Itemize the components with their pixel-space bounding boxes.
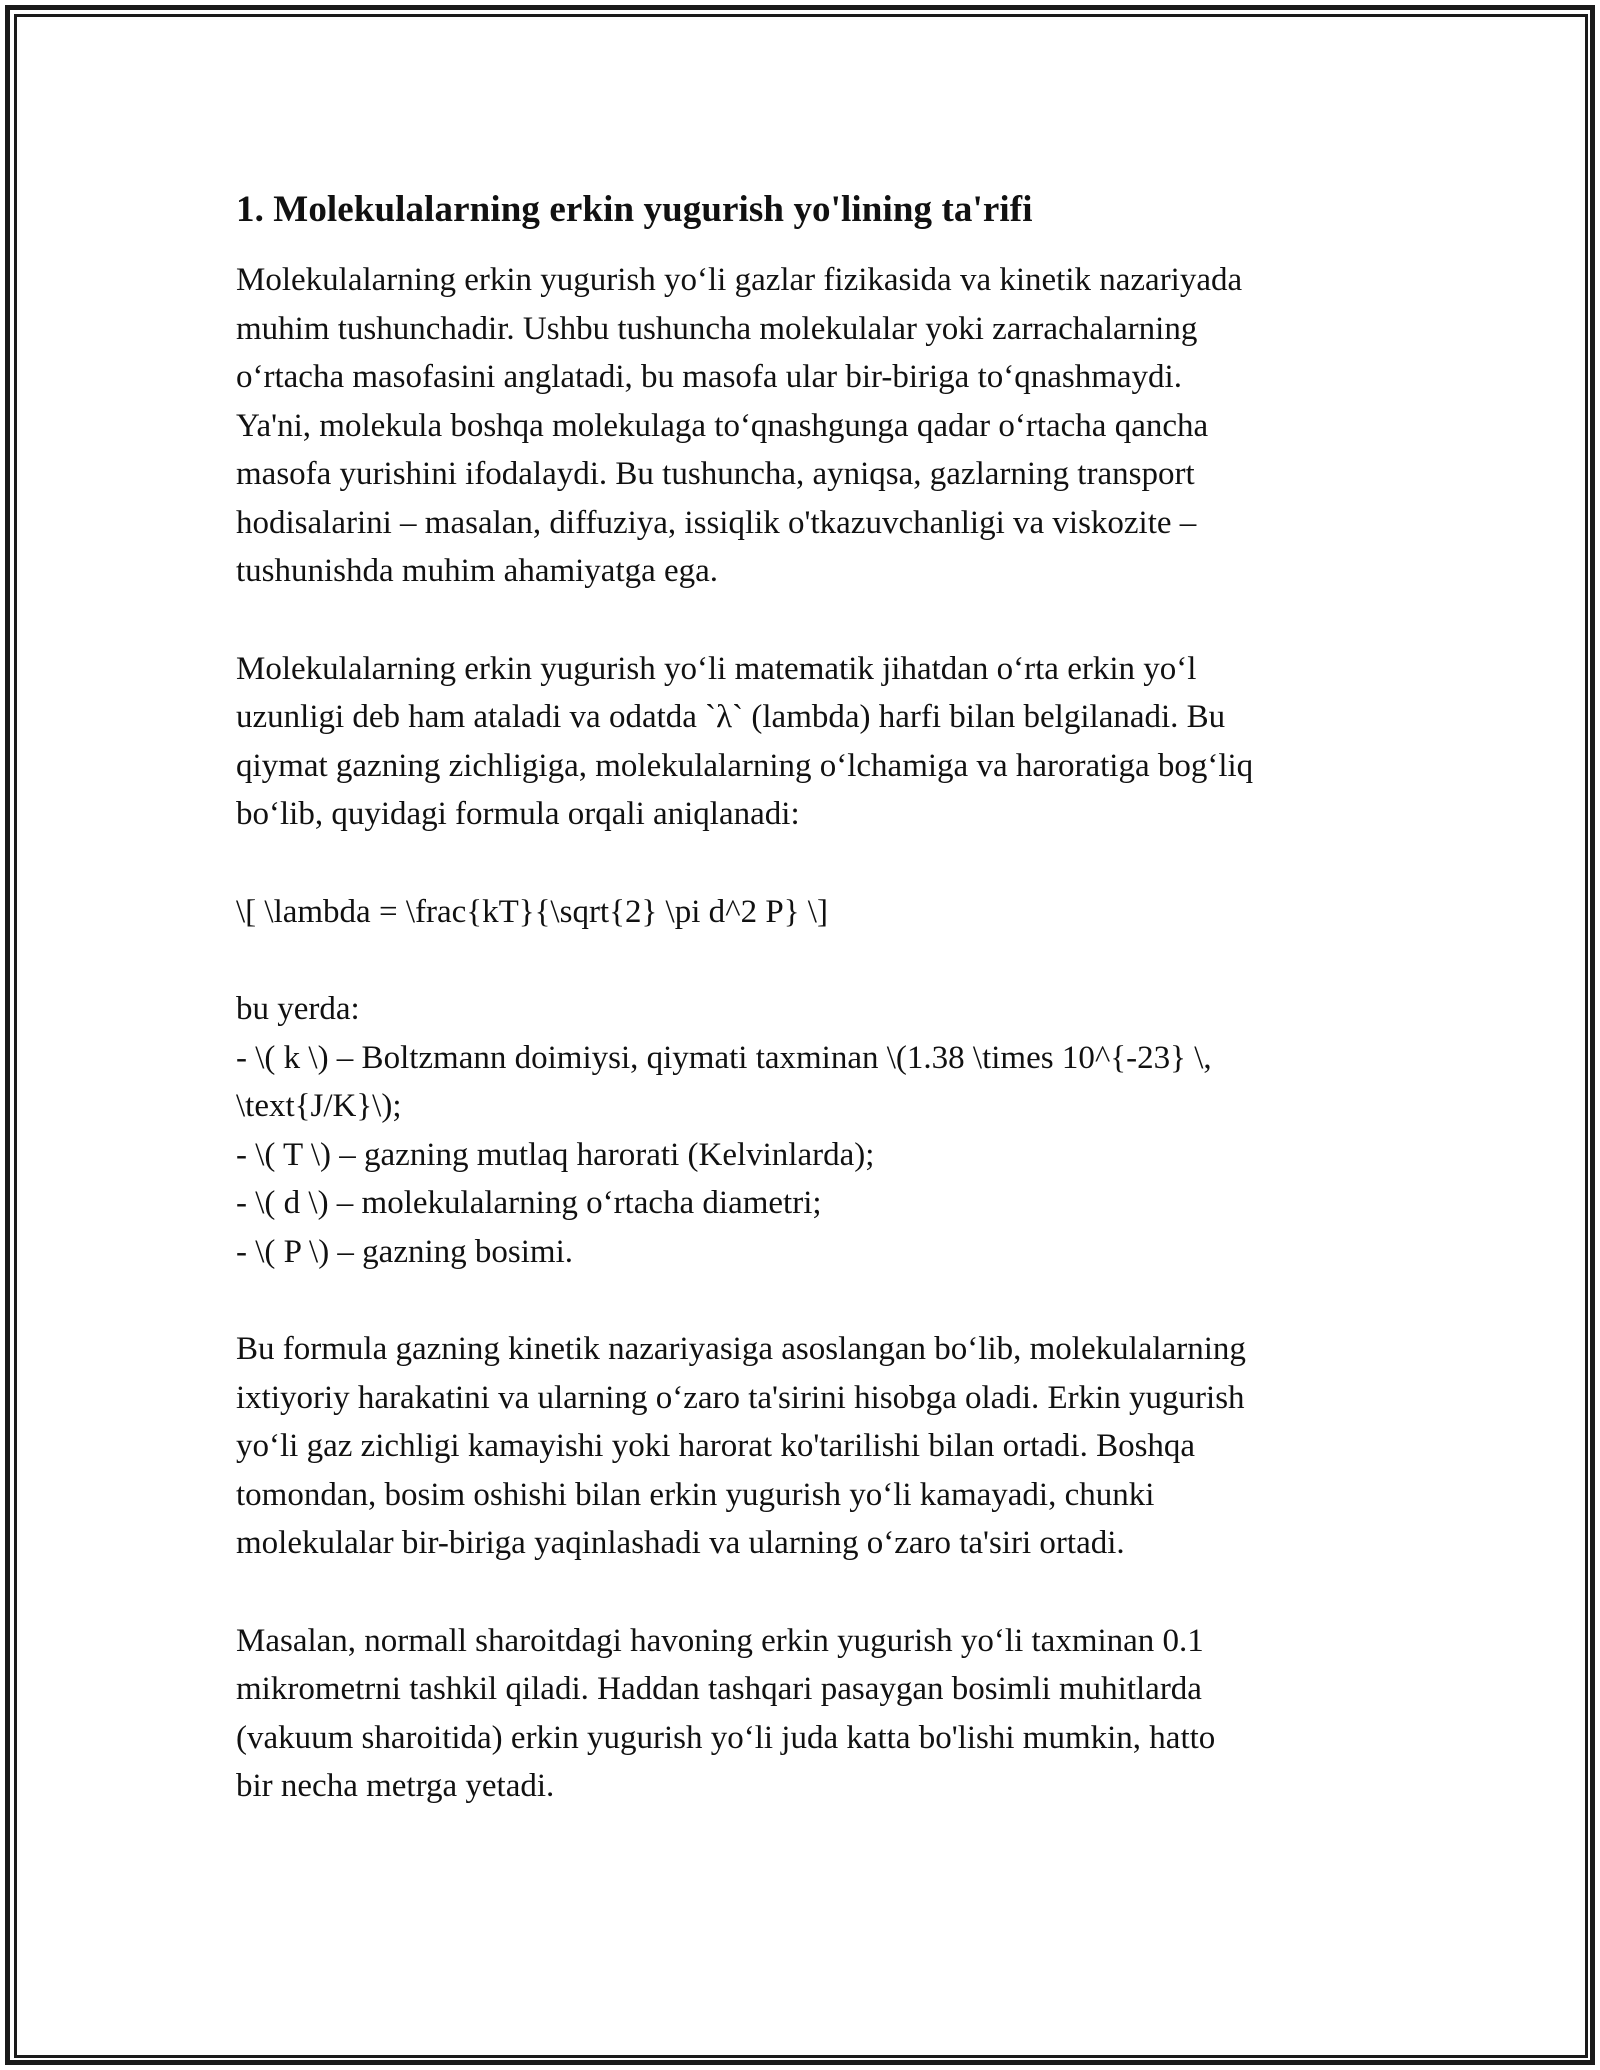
formula-line xyxy=(236,888,1376,937)
list-item: - \( k \) – Boltzmann doimiysi, qiymati taxminan \(1.38 \times 10^{-23} \, xyxy=(236,1039,1212,1076)
text-line: Molekulalarning erkin yugurish yo‘li gazlar fizikasida va kinetik nazariyada xyxy=(236,262,1243,298)
text-line: muhim tushunchadir. Ushbu tushuncha molekulalar yoki zarrachalarning xyxy=(236,310,1198,347)
text-line: tomondan, bosim oshishi bilan erkin yugurish yo‘li kamayadi, chunki xyxy=(236,1476,1155,1513)
text-line: hodisalarini – masalan, diffuziya, issiqlik o'tkazuvchanligi va viskozite – xyxy=(236,504,1197,541)
list-item: - \( d \) – molekulalarning o‘rtacha diametri; xyxy=(236,1185,822,1221)
variable-definitions xyxy=(236,985,1376,1276)
paragraph-example xyxy=(236,1617,1376,1811)
text-line: mikrometrni tashkil qiladi. Haddan tashqari pasaygan bosimli muhitlarda xyxy=(236,1671,1202,1707)
text-line: uzunligi deb ham ataladi va odatda `λ` (lambda) harfi bilan belgilanadi. Bu xyxy=(236,699,1226,735)
text-line: Ya'ni, molekula boshqa molekulaga to‘qnashgunga qadar o‘rtacha qancha xyxy=(236,407,1209,444)
text-line: Molekulalarning erkin yugurish yo‘li matematik jihatdan o‘rta erkin yo‘l xyxy=(236,650,1197,687)
text-line: tushunishda muhim ahamiyatga ega. xyxy=(236,553,719,589)
text-line: molekulalar bir-biriga yaqinlashadi va ularning o‘zaro ta'siri ortadi. xyxy=(236,1525,1125,1561)
list-item: - \( T \) – gazning mutlaq harorati (Kelvinlarda); xyxy=(236,1136,875,1173)
text-line: bo‘lib, quyidagi formula orqali aniqlanadi: xyxy=(236,796,800,832)
text-line: ixtiyoriy harakatini va ularning o‘zaro ta'sirini hisobga oladi. Erkin yugurish xyxy=(236,1379,1245,1416)
text-line: qiymat gazning zichligiga, molekulalarning o‘lchamiga va haroratiga bog‘liq xyxy=(236,747,1254,784)
paragraph-lambda xyxy=(236,645,1376,839)
text-line: masofa yurishini ifodalaydi. Bu tushuncha, ayniqsa, gazlarning transport xyxy=(236,456,1195,492)
list-item: - \( P \) – gazning bosimi. xyxy=(236,1233,573,1270)
formula-text: \[ \lambda = \frac{kT}{\sqrt{2} \pi d^2 P} \] xyxy=(236,893,828,930)
text-line: yo‘li gaz zichligi kamayishi yoki harorat ko'tarilishi bilan ortadi. Boshqa xyxy=(236,1428,1196,1464)
text-line: \text{J/K}\); xyxy=(236,1088,402,1124)
text-line: bir necha metrga yetadi. xyxy=(236,1768,555,1804)
paragraph-definition xyxy=(236,256,1376,596)
text-line: Bu formula gazning kinetik nazariyasiga asoslangan bo‘lib, molekulalarning xyxy=(236,1331,1246,1367)
text-line: (vakuum sharoitida) erkin yugurish yo‘li juda katta bo'lishi mumkin, hatto xyxy=(236,1719,1216,1756)
paragraph-kinetic-theory xyxy=(236,1325,1376,1568)
text-line: o‘rtacha masofasini anglatadi, bu masofa ular bir-biriga to‘qnashmaydi. xyxy=(236,359,1182,395)
text-line: Masalan, normall sharoitdagi havoning erkin yugurish yo‘li taxminan 0.1 xyxy=(236,1622,1204,1659)
document-body xyxy=(236,186,1376,1811)
section-heading: 1. Molekulalarning erkin yugurish yo'lining ta'rifi xyxy=(236,189,1033,230)
text-line: bu yerda: xyxy=(236,991,360,1027)
